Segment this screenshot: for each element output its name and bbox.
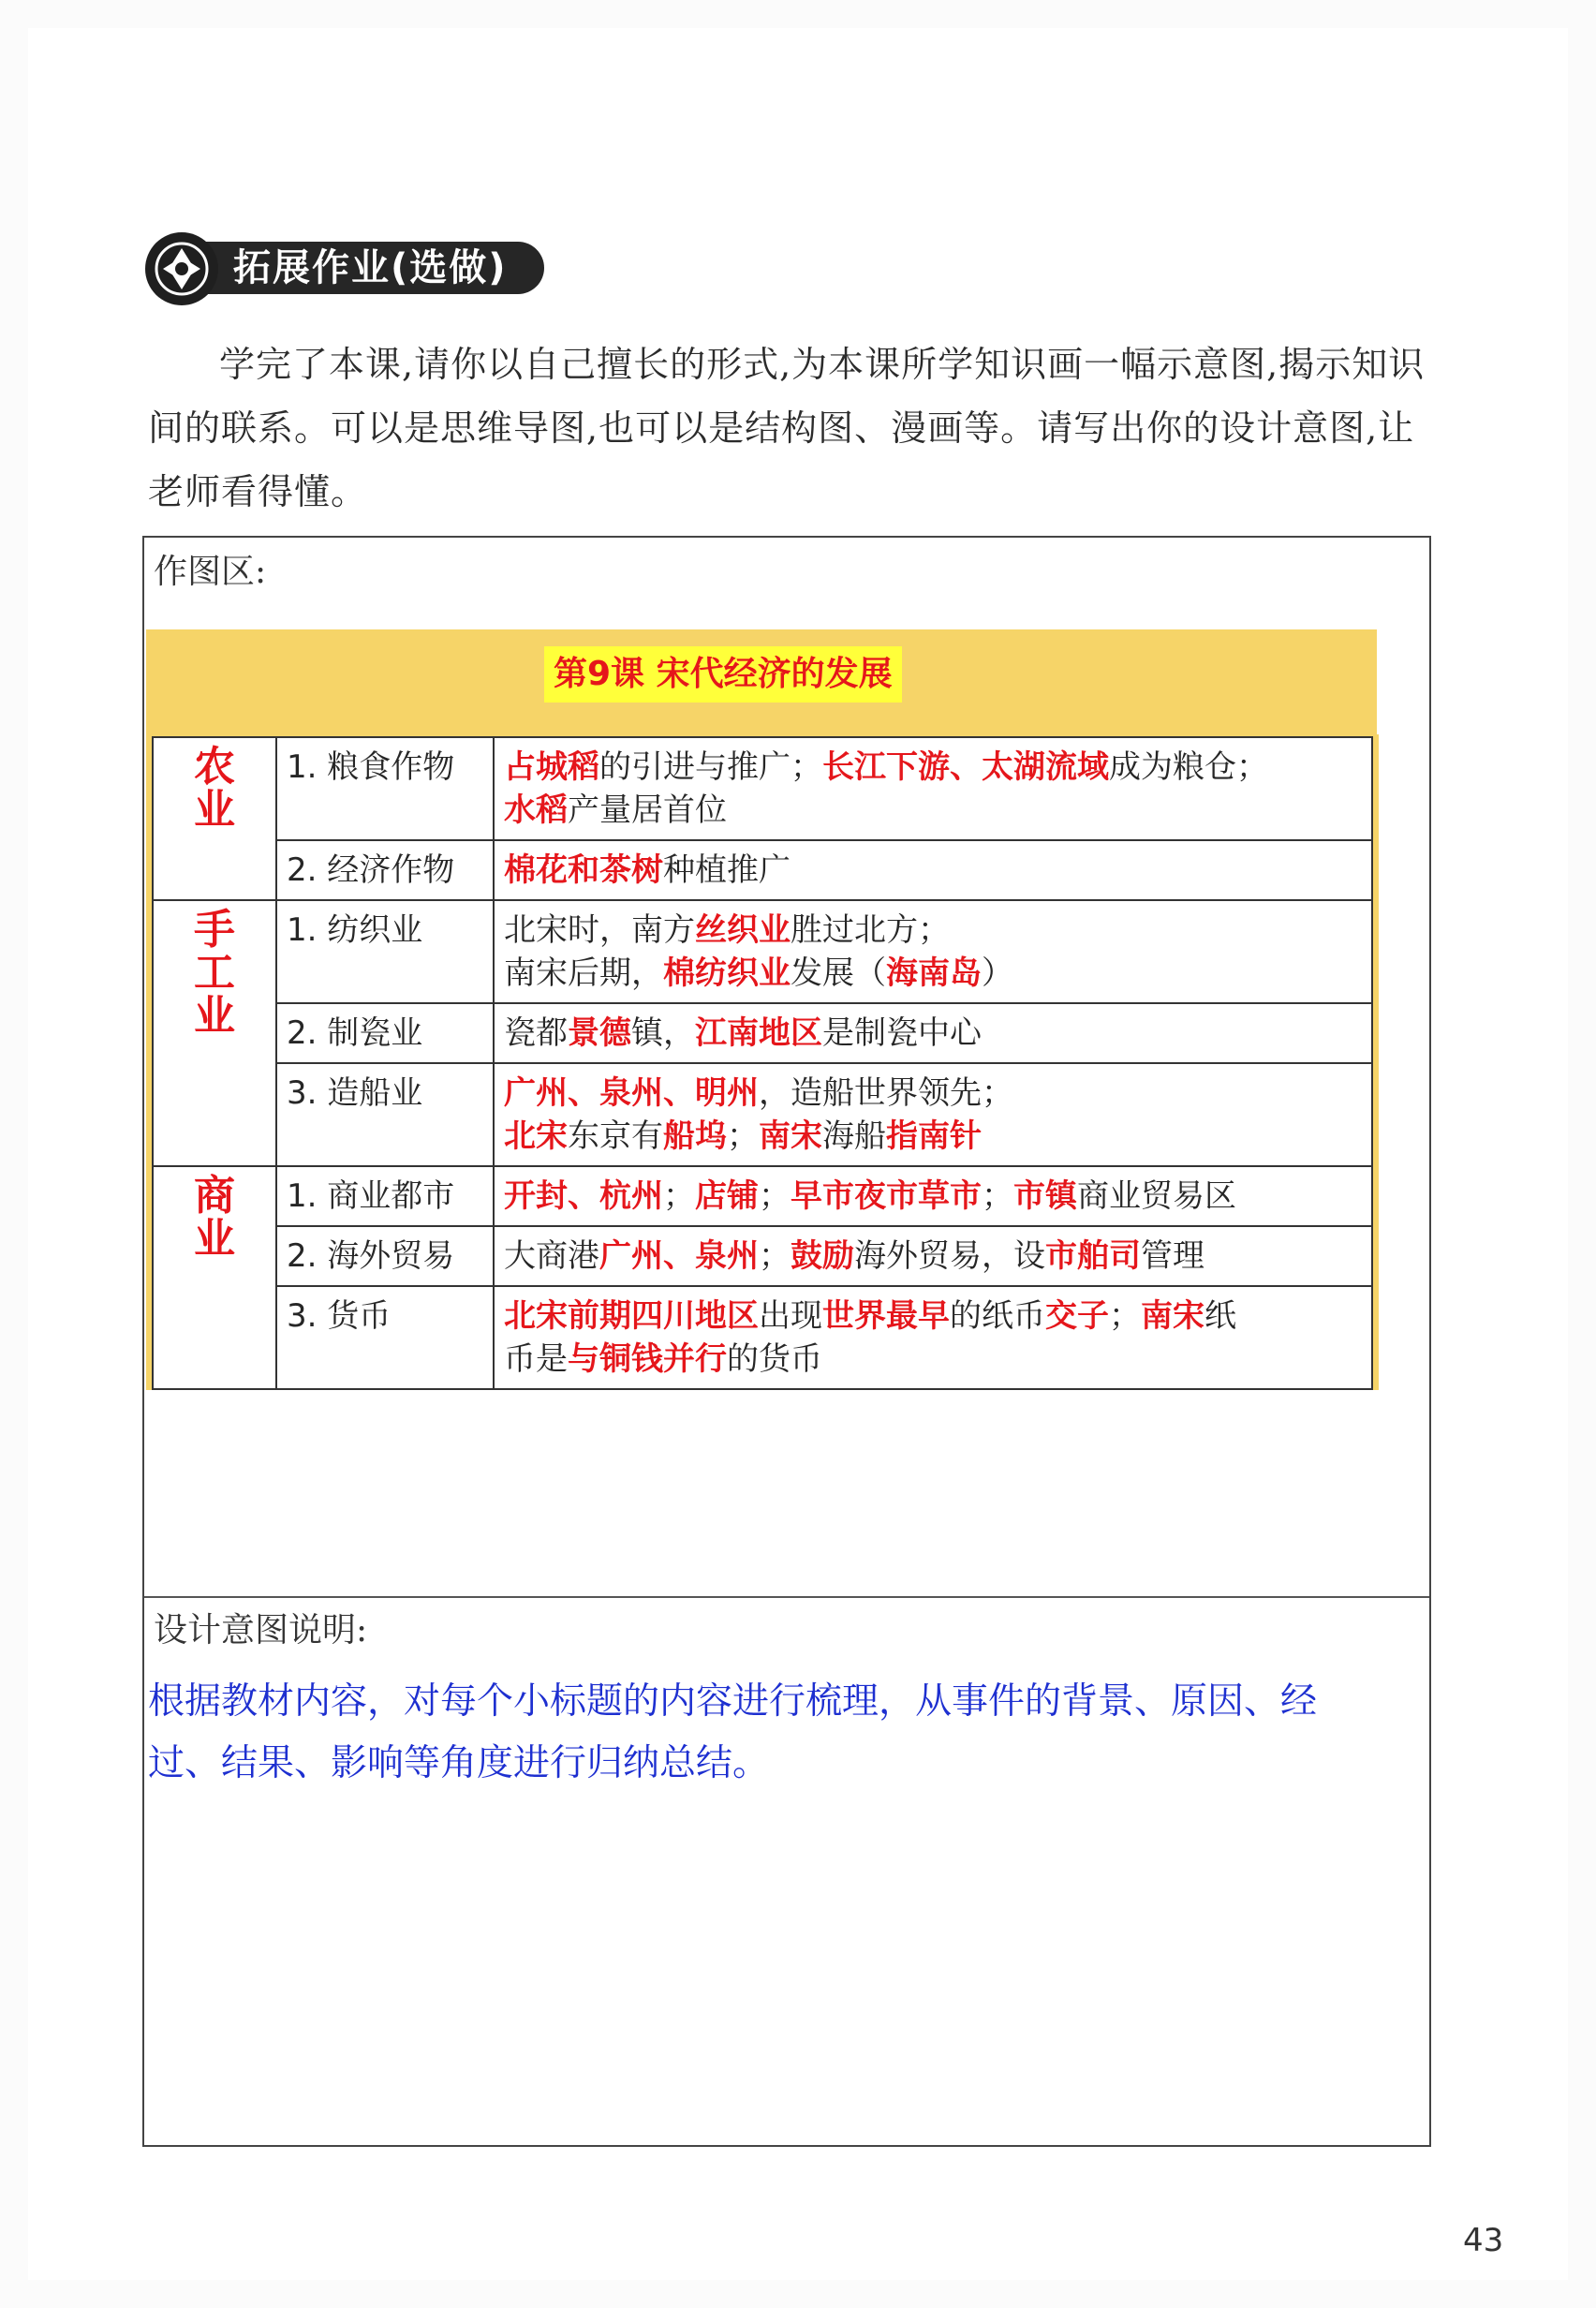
key-term: 市镇 — [1013, 1177, 1077, 1215]
detail-line — [504, 1338, 1362, 1381]
detail-text: 大商港 — [504, 1237, 599, 1275]
detail-text: 镇， — [631, 1014, 695, 1052]
key-term: 丝织业 — [695, 911, 791, 949]
category-cell: 手 工 业 — [153, 900, 276, 1166]
detail-text: 是制瓷中心 — [822, 1014, 982, 1052]
detail-line — [504, 909, 1362, 952]
detail-cell — [494, 1166, 1372, 1226]
detail-text: 发展（ — [791, 954, 886, 992]
key-term: 棉花和茶树 — [504, 851, 663, 889]
key-term: 早市夜市草市 — [791, 1177, 982, 1215]
design-intent-text: 根据教材内容，对每个小标题的内容进行梳理，从事件的背景、原因、经过、结果、影响等角度进行归纳总结。 — [148, 1680, 1318, 1784]
detail-text: 成为粮仓； — [1109, 748, 1268, 786]
key-term: 与铜钱并行 — [568, 1340, 727, 1378]
detail-text: 胜过北方； — [791, 911, 950, 949]
detail-line — [504, 1072, 1362, 1115]
key-term: 交子 — [1045, 1297, 1109, 1335]
table-row — [153, 840, 1372, 900]
box-divider — [144, 1596, 1429, 1598]
detail-text: 南宋后期， — [504, 954, 663, 992]
detail-line — [504, 849, 1362, 892]
key-term: 鼓励 — [791, 1237, 854, 1275]
detail-text: 的货币 — [727, 1340, 822, 1378]
detail-text: 商业贸易区 — [1077, 1177, 1236, 1215]
detail-text: 瓷都 — [504, 1014, 568, 1052]
section-badge — [145, 232, 548, 305]
category-cell: 商 业 — [153, 1166, 276, 1389]
subtopic-cell: 1. 粮食作物 — [276, 737, 494, 840]
key-term: 江南地区 — [695, 1014, 822, 1052]
detail-text: 海外贸易，设 — [854, 1237, 1045, 1275]
drawing-answer-box — [142, 536, 1431, 2147]
key-term: 南宋 — [759, 1117, 822, 1155]
detail-text: ） — [982, 954, 1013, 992]
detail-text: ； — [759, 1237, 791, 1275]
subtopic-cell: 2. 制瓷业 — [276, 1003, 494, 1063]
key-term: 棉纺织业 — [663, 954, 791, 992]
detail-line — [504, 1012, 1362, 1055]
key-term: 北宋 — [504, 1117, 568, 1155]
detail-cell — [494, 900, 1372, 1003]
detail-text: ； — [759, 1177, 791, 1215]
key-term: 占城稻 — [504, 748, 599, 786]
detail-text: ； — [982, 1177, 1013, 1215]
detail-cell — [494, 1003, 1372, 1063]
detail-cell — [494, 737, 1372, 840]
detail-text: 出现 — [759, 1297, 822, 1335]
design-intent-label: 设计意图说明: — [154, 1611, 368, 1650]
subtopic-cell: 2. 经济作物 — [276, 840, 494, 900]
key-term: 广州、泉州、明州 — [504, 1074, 759, 1112]
detail-text: ； — [727, 1117, 759, 1155]
subtopic-cell: 1. 商业都市 — [276, 1166, 494, 1226]
detail-text: 管理 — [1141, 1237, 1204, 1275]
detail-line — [504, 1115, 1362, 1158]
key-term: 北宋前期四川地区 — [504, 1297, 759, 1335]
detail-text: 种植推广 — [663, 851, 791, 889]
detail-text: ，造船世界领先； — [759, 1074, 1013, 1112]
table-row — [153, 737, 1372, 840]
key-term: 指南针 — [886, 1117, 982, 1155]
key-term: 船坞 — [663, 1117, 727, 1155]
key-term: 世界最早 — [822, 1297, 950, 1335]
page-number: 43 — [1463, 2222, 1504, 2259]
table-row — [153, 1286, 1372, 1389]
detail-cell — [494, 1226, 1372, 1286]
detail-text: ； — [1109, 1297, 1141, 1335]
detail-text: 北宋时，南方 — [504, 911, 695, 949]
table-row — [153, 1003, 1372, 1063]
diagram-title: 第9课 宋代经济的发展 — [544, 646, 902, 703]
table-row — [153, 1063, 1372, 1166]
detail-text: ； — [663, 1177, 695, 1215]
detail-line — [504, 746, 1362, 789]
detail-line — [504, 1295, 1362, 1338]
subtopic-cell: 3. 货币 — [276, 1286, 494, 1389]
key-term: 开封、杭州 — [504, 1177, 663, 1215]
badge-label: 拓展作业(选做) — [190, 242, 544, 294]
key-term: 店铺 — [695, 1177, 759, 1215]
detail-text: 的纸币 — [950, 1297, 1045, 1335]
detail-text: 币是 — [504, 1340, 568, 1378]
diagram-title-band — [146, 629, 1377, 734]
table-row — [153, 1166, 1372, 1226]
key-term: 广州、泉州 — [599, 1237, 759, 1275]
subtopic-cell: 2. 海外贸易 — [276, 1226, 494, 1286]
detail-line — [504, 952, 1362, 995]
detail-line — [504, 1175, 1362, 1218]
key-term: 水稻 — [504, 792, 568, 829]
subtopic-cell: 1. 纺织业 — [276, 900, 494, 1003]
detail-text: 的引进与推广； — [599, 748, 822, 786]
camera-shutter-icon — [145, 232, 218, 305]
detail-cell — [494, 1286, 1372, 1389]
detail-cell — [494, 1063, 1372, 1166]
detail-text: 产量居首位 — [568, 792, 727, 829]
detail-text: 海船 — [822, 1117, 886, 1155]
category-cell: 农 业 — [153, 737, 276, 900]
table-row — [153, 1226, 1372, 1286]
subtopic-cell: 3. 造船业 — [276, 1063, 494, 1166]
detail-line — [504, 1235, 1362, 1278]
knowledge-table — [152, 736, 1373, 1390]
key-term: 景德 — [568, 1014, 631, 1052]
key-term: 长江下游、太湖流域 — [822, 748, 1109, 786]
key-term: 市舶司 — [1045, 1237, 1141, 1275]
table-row — [153, 900, 1372, 1003]
detail-text: 纸 — [1204, 1297, 1236, 1335]
detail-text: 东京有 — [568, 1117, 663, 1155]
detail-line — [504, 789, 1362, 832]
detail-cell — [494, 840, 1372, 900]
assignment-instructions: 学完了本课,请你以自己擅长的形式,为本课所学知识画一幅示意图,揭示知识间的联系。可以是思维导图,也可以是结构图、漫画等。请写出你的设计意图,让老师看得懂。 — [148, 344, 1426, 512]
drawing-area-label: 作图区: — [154, 553, 267, 591]
key-term: 海南岛 — [886, 954, 982, 992]
key-term: 南宋 — [1141, 1297, 1204, 1335]
